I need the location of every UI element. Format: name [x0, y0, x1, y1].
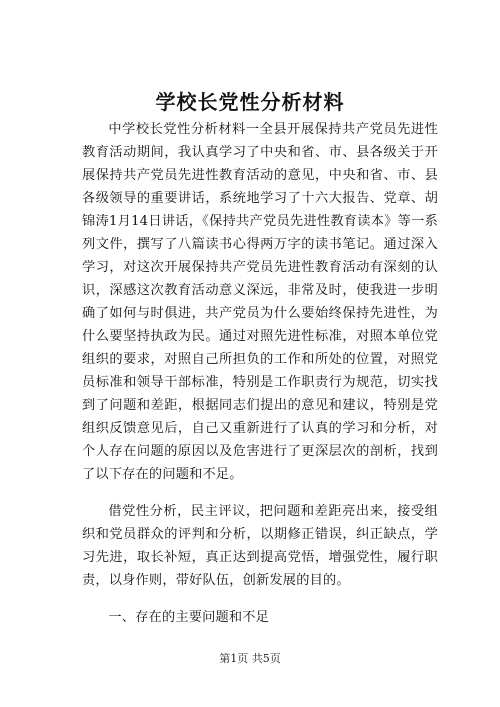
document-body [82, 118, 438, 629]
paragraph-1: 中学校长党性分析材料一全县开展保持共产党员先进性教育活动期间，我认真学习了中央和省、市、县各级关于开展保持共产党员先进性教育活动的意见，中央和省、市、县各级领导的重要讲话，系统地学习了十六大报告、党章、胡锦涛1月14日讲话，《保持共产党员先进性教育读本》等一系列文件，撰写了八篇读书心得两万字的读书笔记。通过深入学习，对这次开展保持共产党员先进性教育活动有深刻的认识，深感这次教育活动意义深远，非常及时，使我进一步明确了如何与时俱进，共产党员为什么要始终保持先进性，为什么要坚持执政为民。通过对照先进性标准，对照本单位党组织的要求，对照自己所担负的工作和所处的位置，对照党员标准和领导干部标准，特别是工作职责行为规范，切实找到了问题和差距，根据同志们提出的意见和建议，特别是党组织反馈意见后，自己又重新进行了认真的学习和分析，对个人存在问题的原因以及危害进行了更深层次的剖析，找到了以下存在的问题和不足。 [82, 122, 438, 482]
page-footer: 第1页 共5页 [219, 652, 281, 665]
document-title: 学校长党性分析材料 [155, 90, 345, 114]
paragraph-2: 借党性分析，民主评议，把问题和差距亮出来，接受组织和党员群众的评判和分析，以期修正错误，纠正缺点，学习先进，取长补短，真正达到提高党悟，增强党性，履行职责，以身作则，带好队伍，创新发展的目的。 [82, 504, 438, 588]
section-heading-1: 一、存在的主要问题和不足 [108, 610, 270, 625]
